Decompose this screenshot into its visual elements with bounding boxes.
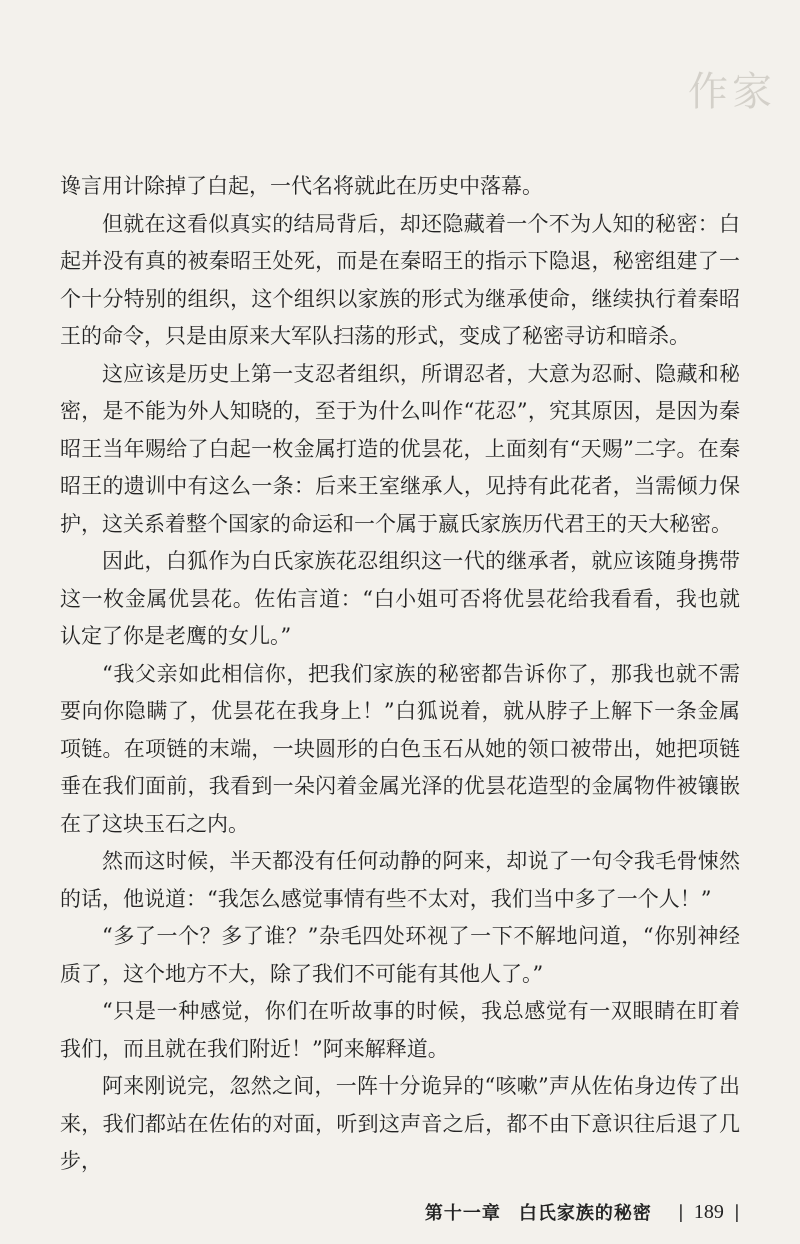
page-footer [0,1192,740,1232]
paragraph-7: “多了一个？多了谁？”杂毛四处环视了一下不解地问道，“你别神经质了，这个地方不大，除了我们不可能有其他人了。” [60,924,740,986]
paragraph-6: 然而这时候，半天都没有任何动静的阿来，却说了一句令我毛骨悚然的话，他说道：“我怎么感觉事情有些不太对，我们当中多了一个人！” [60,849,740,911]
page-number: 189 [693,1200,724,1223]
paragraph-4: 因此，白狐作为白氏家族花忍组织这一代的继承者，就应该随身携带这一枚金属优昙花。佐佑言道：“白小姐可否将优昙花给我看看，我也就认定了你是老鹰的女儿。” [60,549,740,648]
chapter-title: 白氏家族的秘密 [518,1203,652,1224]
paragraph-1: 谗言用计除掉了白起，一代名将就此在历史中落幕。 [60,174,543,198]
paragraph-9: 阿来刚说完，忽然之间，一阵十分诡异的“咳嗽”声从佐佑身边传了出来，我们都站在佐佑的对面，听到这声音之后，都不由下意识往后退了几步， [60,1074,740,1173]
footer-separator: | [677,1201,684,1223]
paragraph-2: 但就在这看似真实的结局背后，却还隐藏着一个不为人知的秘密：白起并没有真的被秦昭王处死，而是在秦昭王的指示下隐退，秘密组建了一个十分特别的组织，这个组织以家族的形式为继承使命，继续执行着秦昭王的命令，只是由原来大军队扫荡的形式，变成了秘密寻访和暗杀。 [60,211,740,348]
body-text [60,168,740,1181]
paragraph-3: 这应该是历史上第一支忍者组织，所谓忍者，大意为忍耐、隐藏和秘密，是不能为外人知晓的，至于为什么叫作“花忍”，究其原因，是因为秦昭王当年赐给了白起一枚金属打造的优昙花，上面刻有“天赐”二字。在秦昭王的遗训中有这么一条：后来王室继承人，见持有此花者，当需倾力保护，这关系着整个国家的命运和一个属于嬴氏家族历代君王的天大秘密。 [60,361,740,536]
chapter-number: 第十一章 [424,1203,501,1224]
footer-separator-trailing: | [733,1201,740,1223]
paragraph-5: “我父亲如此相信你，把我们家族的秘密都告诉你了，那我也就不需要向你隐瞒了，优昙花在我身上！”白狐说着，就从脖子上解下一条金属项链。在项链的末端，一块圆形的白色玉石从她的领口被带出，她把项链垂在我们面前，我看到一朵闪着金属光泽的优昙花造型的金属物件被镶嵌在了这块玉石之内。 [60,661,740,836]
header-watermark: 作家 [688,69,776,115]
paragraph-8: “只是一种感觉，你们在听故事的时候，我总感觉有一双眼睛在盯着我们，而且就在我们附近！”阿来解释道。 [60,999,740,1061]
